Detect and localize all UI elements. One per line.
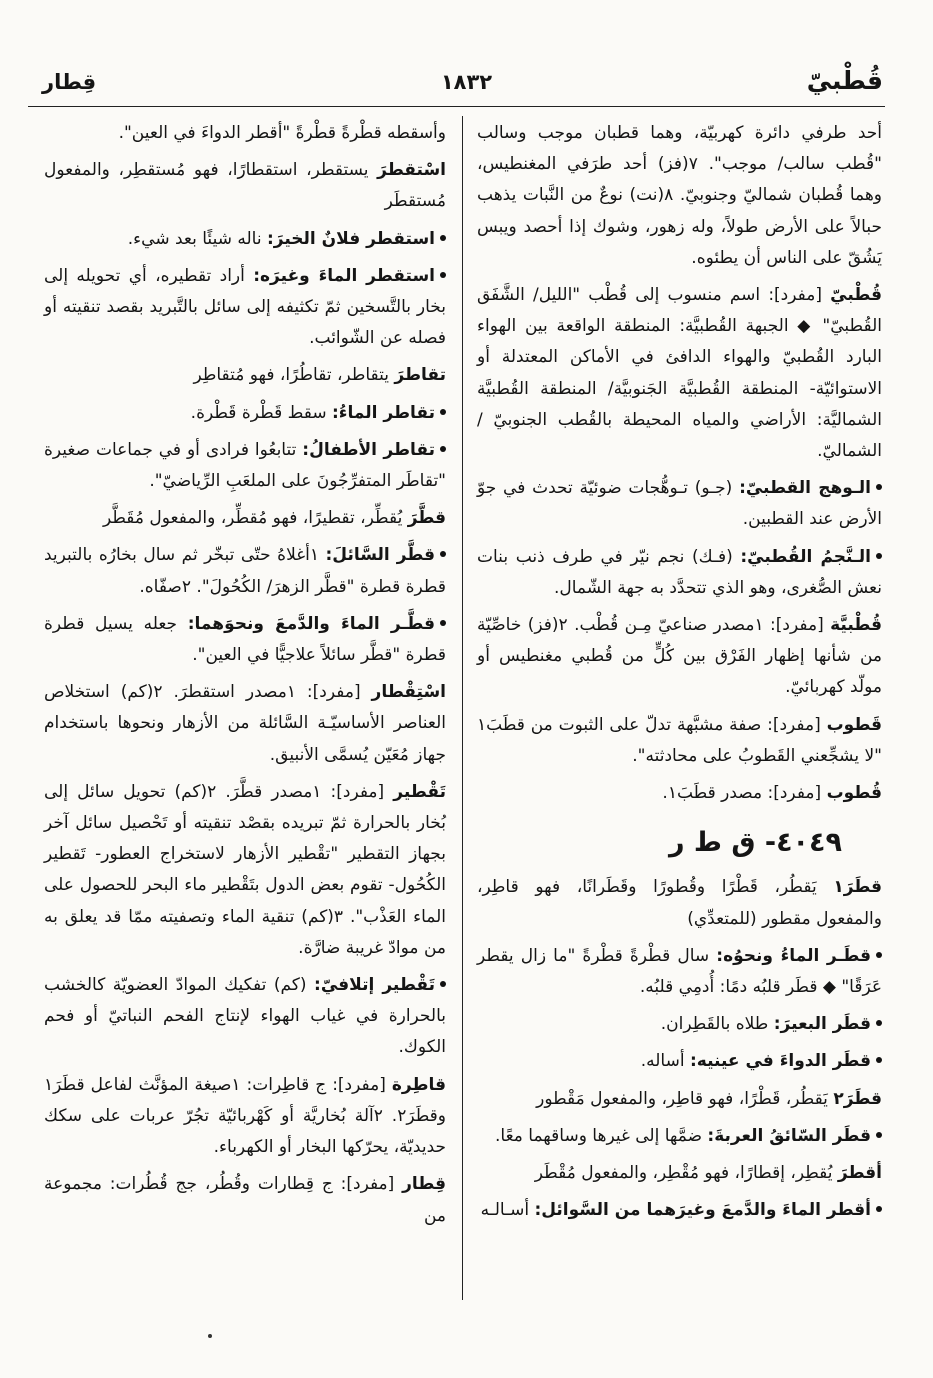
root-heading: ٤٠٤٩- ق ط ر — [668, 827, 842, 859]
entry-text: (فـك) نجم نيّر في طرف ذنب بنات نعش الصُّغرى، وهو الذي تتحدَّد به جهة الشّمال. — [477, 546, 882, 598]
bullet-icon — [440, 409, 446, 415]
entry-text: أراد تقطيره، أي تحويله إلى بخار بالتَّسخين ثمّ تكثيفه إلى سائل بالتَّبريد بقصد تنقيته أو فصله عن الشّوائب. — [44, 265, 446, 349]
entry — [477, 1195, 882, 1226]
entry-text: أساله. — [640, 1051, 685, 1072]
entry-head: قطَـر الماءُ ونحوُه: — [716, 945, 871, 966]
entry-text: طلاه بالقَطِران. — [660, 1014, 769, 1035]
entry — [44, 360, 446, 391]
entry-head: قاطِرة — [391, 1074, 447, 1095]
bullet-icon — [876, 952, 882, 958]
entry-head: قطَر البعيرَ: — [773, 1014, 871, 1035]
bullet-icon — [876, 1206, 882, 1212]
entry — [44, 398, 446, 429]
entry — [44, 1070, 446, 1164]
entry — [477, 872, 882, 934]
entry — [44, 224, 446, 255]
bullet-icon — [876, 1132, 882, 1138]
entry-head: أقطرَ — [837, 1163, 882, 1184]
header-rule — [28, 106, 885, 107]
entry — [477, 778, 882, 809]
entry — [44, 1169, 446, 1231]
entry-head: استقطر الماءَ وغيرَه: — [253, 265, 436, 286]
entry-head: قطَّـر الماءَ والدَّمعَ ونحوَهما: — [187, 613, 435, 634]
entry-text: (كم) تفكيك الموادّ العضويّة كالخشب بالحرارة في غياب الهواء لإنتاج الفحم النباتيّ أو فحم الكوك. — [44, 975, 446, 1058]
stray-mark — [208, 1334, 212, 1338]
entry-text: جعله يسيل قطرة قطرة "قطَّر سائلاً علاجيًّا في العين". — [44, 613, 446, 666]
entry-head: قطَرَ١ — [833, 877, 882, 898]
entry-head: قُطوب — [826, 783, 882, 804]
entry-head: تقاطر الماءُ: — [332, 402, 435, 423]
bullet-icon — [440, 620, 446, 626]
entry-text: تتابعُوا فرادى أو في جماعات صغيرة "تقاطَر المتفرِّجُونَ على الملعَبِ الرِّياضيّ". — [44, 439, 446, 492]
entry — [44, 777, 446, 964]
entry — [44, 261, 446, 355]
entry — [477, 941, 882, 1003]
entry — [477, 542, 882, 604]
entry-head: استقطر فلانٌ الخيرَ: — [266, 228, 435, 249]
entry-head: قطَرَ٢ — [833, 1088, 882, 1109]
entry-text: يَقطُر، قَطْرًا وقُطورًا وقَطَرانًا، فهو قاطِر، والمفعول مقطور (للمتعدِّي) — [477, 877, 882, 929]
entry-text: (جـو) تـوهُّجات ضوئيّة تحدث في جوّ الأرض عند القطبين. — [477, 478, 882, 530]
bullet-icon — [440, 981, 446, 987]
guide-word-left: قِطار — [42, 70, 97, 94]
entry-head: اسْتقطرَ — [377, 160, 446, 181]
entry — [477, 280, 882, 467]
entry-text: [مفرد]: ١مصدر قطَّرَ. ٢(كم) تحويل سائل إلى بُخار بالحرارة ثمّ تبريده بقصْد تنقيته أو تَحْصيل سائل آخر بجهاز التقطير "تقْطير الأزهار لاستخراج العطور- تَقطير الكُحُول- تقوم بعض الدول بتَقْطير ماء البحر للحصول على الماء العَذْب". ٣(كم) تنقية الماء وتصفيته ممّا قد يعلق به من موادّ غريبة ضارَّة. — [44, 781, 447, 958]
entry-text: [مفرد]: ج قِطارات وقُطُر، جج قُطُرات: مجموعة من — [44, 1174, 446, 1226]
entry-text: [مفرد]: صفة مشبَّهة تدلّ على الثبوت من قطَبَ١ "لا يشجِّعني القَطوبُ على محادثته". — [477, 714, 882, 766]
entry-head: قِطار — [402, 1174, 447, 1195]
entry-text: يَقطُر، قَطْرًا، فهو قاطِر، والمفعول مَقْطور — [536, 1088, 828, 1109]
entry-head: الـنَّجمُ القُطبيّ: — [740, 546, 872, 567]
entry — [44, 155, 446, 217]
bullet-icon — [440, 235, 446, 241]
bullet-icon — [876, 484, 882, 490]
entry — [477, 1121, 882, 1152]
entry-head: قَطوب — [826, 714, 883, 735]
entry-head: قُطْبيّ — [830, 285, 882, 306]
entry — [477, 710, 882, 772]
entry — [477, 610, 882, 704]
entry-text: يتقاطر، تقاطُرًا، فهو مُتقاطِر — [193, 365, 389, 386]
entry-text: [مفرد]: ١مصدر صناعيّ مِـن قُطْب. ٢(فز) خاصِّيّة من شأنها إظهار الفَرْق بين كُلٍّ من قُطبي مغنطيس أو مولّد كهربائيّ. — [477, 615, 882, 698]
entry-head: قطَّر السَّائلَ: — [325, 545, 436, 566]
entry-text: [مفرد]: اسم منسوب إلى قُطْب "الليل/ الشَّفَق القُطبيّ" ◆ الجبهة القُطبيَّة: المنطقة الواقعة بين الهواء البارد القُطبيّ والهواء الدافئ في الأماكن المعتدلة أو الاستوائيّة- المنطقة القُطبيَّة الجَنوبيَّة/ المنطقة القُطبيَّة الشماليَّة: الأراضي والمياه المحيطة بالقُطب الجنوبيّ / الشماليّ. — [477, 285, 882, 462]
bullet-icon — [440, 272, 446, 278]
entry-text: [مفرد]: ١مصدر استقطرَ. ٢(كم) استخلاص العناصر الأساسيّـة السَّائلة من الأزهار ونحوها باستخدام جهاز مُعَيّن يُسمَّى الأنبيق. — [44, 682, 446, 765]
entry-head: قطَر السّائقُ العربةَ: — [707, 1125, 871, 1146]
entry — [44, 609, 446, 671]
entry — [44, 435, 446, 497]
right-column — [477, 118, 882, 1227]
guide-word-right: قُطْبيّ — [806, 66, 883, 95]
bullet-icon — [440, 446, 446, 452]
bullet-icon — [440, 551, 446, 557]
entry — [44, 970, 446, 1064]
entry-head: تقاطرَ — [394, 365, 446, 386]
bullet-icon — [876, 1020, 882, 1026]
entry-text: سقط قَطْرة قَطْرة. — [190, 402, 327, 423]
page-number: ١٨٣٢ — [440, 70, 493, 94]
entry-text: يستقطر، استقطارًا، فهو مُستقطِر، والمفعول مُستقطَر — [44, 160, 446, 212]
entry — [477, 473, 882, 535]
entry — [477, 1046, 882, 1077]
entry-head: قطَّرَ — [407, 508, 446, 529]
entry-head: تَقْطير إتلافيّ: — [314, 975, 436, 996]
left-column — [44, 118, 446, 1232]
entry — [44, 677, 446, 771]
entry-head: تقاطر الأطفالُ: — [302, 439, 435, 460]
entry-text: [مفرد]: ج قاطِرات: ١صيغة المؤنَّث لفاعل قطَرَ١ وقطَرَ٢. ٢آلة بُخاريَّة أو كَهْربائيّة تجُرّ عربات على سكك حديديّة، يحرّكها البخار أو الكهرباء. — [44, 1074, 446, 1158]
bullet-icon — [876, 1057, 882, 1063]
entry — [477, 1009, 882, 1040]
entry-head: تَقْطير — [393, 781, 446, 802]
entry-text: ضمَّها إلى غيرها وساقهما معًا. — [495, 1125, 703, 1146]
entry-head: اسْتِقْطار — [371, 682, 446, 703]
entry-text: سال قطْرةً قطْرةً "ما زال يقطر عَرَقًا" ◆ قطَر قلبُه دمًا: أُدمِي قلبُه. — [477, 945, 882, 998]
entry: أحد طرفي دائرة كهربيّة، وهما قطبان موجب وسالب "قُطب سالب/ موجب". ٧(فز) أحد طرَفي المغنطيس، وهما قُطبان شماليّ وجنوبيّ. ٨(نت) نوعٌ من النَّبات يذهب حبالاً على الأرض طولاً، وله زهور، وشوك إذا أحصد ويبس يَشُقّ على الناس أن يطئوه. — [477, 123, 883, 268]
entry-head: الـوهج القطبيّ: — [739, 478, 871, 499]
entry — [477, 1158, 882, 1189]
entry-text: ١أغلاهُ حتّى تبخّر ثم سال بخارُه بالتبريد قطرة قطرة "قطَّر الزهرَ/ الكُحُولَ". ٢صفّاه. — [44, 545, 446, 597]
entry-text: يُقطِر، إقطارًا، فهو مُقْطِر، والمفعول مُقْطَر — [534, 1163, 833, 1184]
entry: وأسقطه قطْرةً قطْرةً "أقطر الدواءَ في العين". — [118, 123, 446, 143]
entry-head: قطَر الدواءَ في عينيه: — [689, 1051, 871, 1072]
bullet-icon — [876, 553, 882, 559]
entry-text: ناله شيئًا بعد شيء. — [127, 228, 262, 249]
entry-text: [مفرد]: مصدر قطَبَ١. — [662, 783, 822, 804]
entry-head: أقطر الماءَ والدَّمعَ وغيرَهما من السَّوائل: — [534, 1200, 871, 1221]
entry-text: أسـالـه — [480, 1200, 530, 1221]
entry — [477, 1084, 882, 1115]
entry — [44, 540, 446, 602]
entry — [44, 503, 446, 534]
column-divider — [462, 116, 463, 1300]
entry-text: يُقطِّر، تقطيرًا، فهو مُقطِّر، والمفعول مُقَطَّر — [102, 508, 403, 529]
entry-head: قُطْبيَّة — [830, 615, 882, 636]
